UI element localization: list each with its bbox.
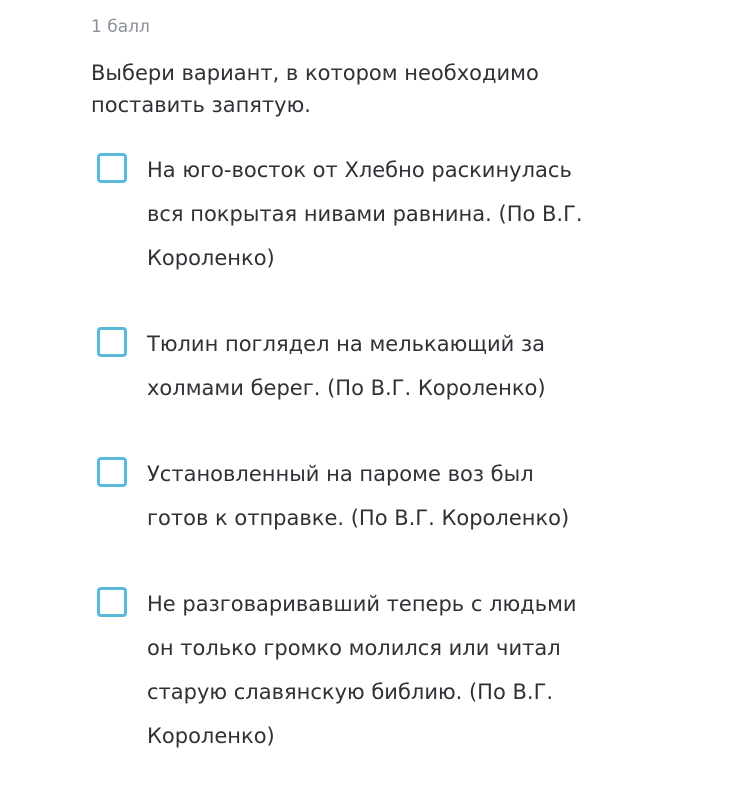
answer-option-1[interactable] bbox=[97, 150, 617, 280]
answer-option-2-label: Тюлин поглядел на мелькающий за холмами берег. (По В.Г. Короленко) bbox=[147, 332, 546, 400]
checkbox-option-2[interactable] bbox=[97, 327, 127, 357]
answer-options bbox=[97, 150, 617, 802]
question-prompt: Выбери вариант, в котором необходимо поставить запятую. bbox=[91, 61, 539, 117]
points-label: 1 балл bbox=[91, 17, 150, 37]
answer-option-1-label: На юго-восток от Хлебно раскинулась вся покрытая нивами равнина. (По В.Г. Короленко) bbox=[147, 158, 583, 270]
answer-option-4-label: Не разговаривавший теперь с людьми он только громко молился или читал старую славянскую библию. (По В.Г. Короленко) bbox=[147, 592, 577, 748]
answer-option-3-label: Установленный на пароме воз был готов к отправке. (По В.Г. Короленко) bbox=[147, 462, 570, 530]
answer-option-2[interactable] bbox=[97, 324, 617, 410]
question-block bbox=[91, 14, 651, 121]
answer-option-4[interactable] bbox=[97, 584, 617, 758]
checkbox-option-1[interactable] bbox=[97, 153, 127, 183]
checkbox-option-4[interactable] bbox=[97, 587, 127, 617]
checkbox-option-3[interactable] bbox=[97, 457, 127, 487]
answer-option-3[interactable] bbox=[97, 454, 617, 540]
